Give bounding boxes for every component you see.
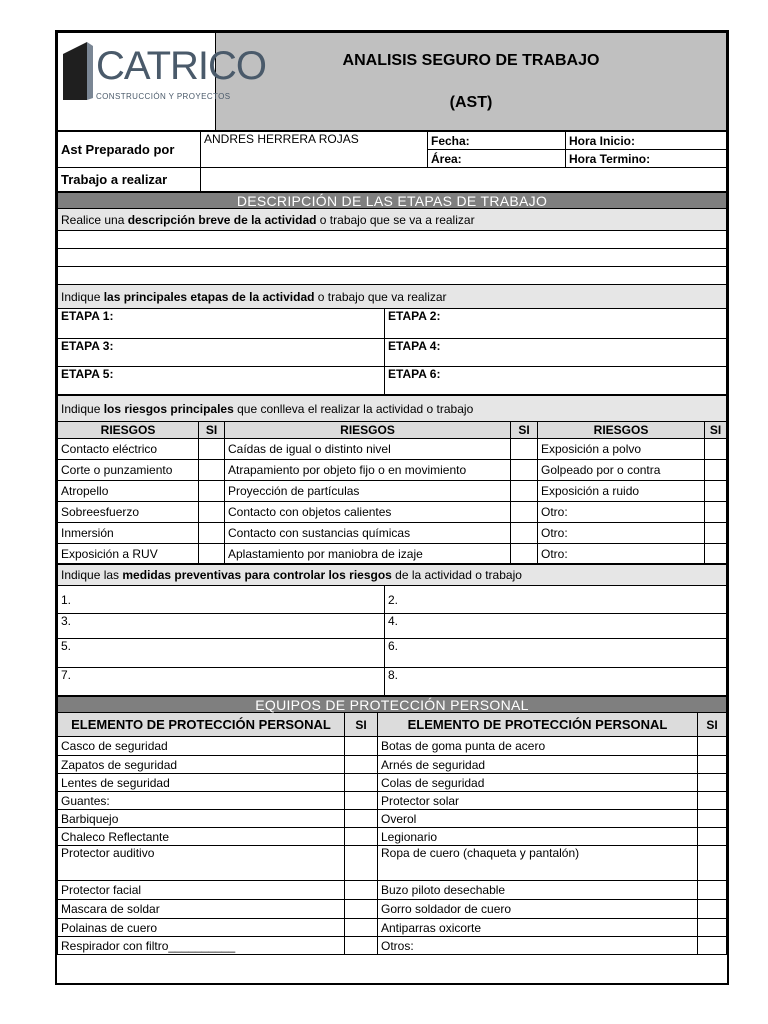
riesgo-si-checkbox[interactable] [705,439,727,460]
trabajo-label: Trabajo a realizar [58,168,201,192]
descripcion-line-3[interactable] [58,267,727,285]
logo-wordmark: CATRICO [96,43,267,88]
prepared-label: Ast Preparado por [58,132,201,168]
epp-row [58,846,727,881]
epp-si-checkbox[interactable] [698,774,727,792]
riesgo-item: Proyección de partículas [225,481,511,502]
descripcion-line-1[interactable] [58,231,727,249]
riesgo-item[interactable]: Otro: [538,544,705,564]
epp-item: Mascara de soldar [58,900,345,919]
riesgo-item: Contacto con sustancias químicas [225,523,511,544]
descripcion-band: DESCRIPCIÓN DE LAS ETAPAS DE TRABAJO [58,193,727,209]
epp-table [57,696,727,955]
epp-item[interactable]: Guantes: [58,792,345,810]
medidas-instruction: Indique las medidas preventivas para controlar los riesgos de la actividad o trabajo [58,565,727,586]
medida-field[interactable]: 8. [385,668,727,696]
si-col-header-1: SI [199,422,225,439]
epp-si-checkbox[interactable] [345,828,378,846]
epp-item: Antiparras oxicorte [378,919,698,937]
epp-si-checkbox[interactable] [698,792,727,810]
epp-si-checkbox[interactable] [345,756,378,774]
logo-tagline: CONSTRUCCIÓN Y PROYECTOS [96,91,231,101]
epp-si-checkbox[interactable] [698,846,727,881]
hora-termino-label[interactable]: Hora Termino: [566,150,727,168]
epp-col-header-1: ELEMENTO DE PROTECCIÓN PERSONAL [58,713,345,737]
etapa-1[interactable]: ETAPA 1: [58,309,385,339]
fecha-label[interactable]: Fecha: [428,132,566,150]
riesgo-item: Golpeado por o contra [538,460,705,481]
form-subtitle: (AST) [449,94,493,111]
medida-field[interactable]: 2. [385,586,727,614]
form-title: ANALISIS SEGURO DE TRABAJO [342,52,600,69]
riesgo-item: Exposición a RUV [58,544,199,564]
riesgo-item[interactable]: Otro: [538,502,705,523]
epp-item: Protector solar [378,792,698,810]
epp-si-checkbox[interactable] [345,900,378,919]
epp-item: Ropa de cuero (chaqueta y pantalón) [378,846,698,881]
riesgo-si-checkbox[interactable] [199,523,225,544]
epp-item: Casco de seguridad [58,737,345,756]
riesgos-col-header-3: RIESGOS [538,422,705,439]
epp-si-checkbox[interactable] [345,737,378,756]
epp-item: Overol [378,810,698,828]
epp-si-checkbox[interactable] [345,792,378,810]
riesgo-si-checkbox[interactable] [511,523,538,544]
epp-si-checkbox[interactable] [345,919,378,937]
epp-si-checkbox[interactable] [698,737,727,756]
riesgos-col-header-2: RIESGOS [225,422,511,439]
epp-row [58,756,727,774]
riesgo-si-checkbox[interactable] [511,439,538,460]
epp-item: Polainas de cuero [58,919,345,937]
prepared-value[interactable]: ANDRES HERRERA ROJAS [201,132,428,168]
hora-inicio-label[interactable]: Hora Inicio: [566,132,727,150]
riesgo-si-checkbox[interactable] [511,481,538,502]
riesgo-item[interactable]: Otro: [538,523,705,544]
riesgo-si-checkbox[interactable] [199,502,225,523]
epp-si-header-2: SI [698,713,727,737]
riesgo-si-checkbox[interactable] [705,460,727,481]
info-table [57,131,727,192]
epp-si-checkbox[interactable] [698,937,727,955]
riesgo-row [58,439,727,460]
epp-row [58,900,727,919]
si-col-header-2: SI [511,422,538,439]
epp-si-checkbox[interactable] [698,919,727,937]
logo-cell [58,33,267,131]
trabajo-field[interactable] [201,168,727,192]
riesgos-instruction: Indique los riesgos principales que conlleva el realizar la actividad o trabajo [58,396,727,422]
epp-item[interactable]: Otros: [378,937,698,955]
epp-item: Buzo piloto desechable [378,881,698,900]
epp-si-checkbox[interactable] [698,828,727,846]
riesgo-si-checkbox[interactable] [511,544,538,564]
riesgo-si-checkbox[interactable] [511,502,538,523]
riesgo-item: Corte o punzamiento [58,460,199,481]
area-label[interactable]: Área: [428,150,566,168]
riesgo-row [58,481,727,502]
epp-si-checkbox[interactable] [698,881,727,900]
epp-item: Lentes de seguridad [58,774,345,792]
epp-item: Zapatos de seguridad [58,756,345,774]
epp-item: Gorro soldador de cuero [378,900,698,919]
epp-item: Chaleco Reflectante [58,828,345,846]
medida-field[interactable]: 4. [385,614,727,639]
riesgo-item: Atropello [58,481,199,502]
epp-band: EQUIPOS DE PROTECCIÓN PERSONAL [58,697,727,713]
riesgo-item: Contacto eléctrico [58,439,199,460]
epp-row [58,828,727,846]
riesgo-si-checkbox[interactable] [705,502,727,523]
riesgo-si-checkbox[interactable] [511,460,538,481]
epp-si-checkbox[interactable] [698,900,727,919]
epp-si-checkbox[interactable] [345,846,378,881]
medidas-table [57,564,727,696]
etapa-4[interactable]: ETAPA 4: [385,339,727,367]
medida-field[interactable]: 6. [385,639,727,668]
ast-form [55,30,729,985]
riesgos-table [57,395,727,564]
etapas-instruction: Indique las principales etapas de la actividad o trabajo que va realizar [58,285,727,309]
riesgo-si-checkbox[interactable] [199,439,225,460]
epp-si-checkbox[interactable] [698,756,727,774]
riesgo-si-checkbox[interactable] [199,481,225,502]
title-cell [216,33,727,131]
header-table [57,32,727,131]
epp-item: Barbiquejo [58,810,345,828]
riesgo-item: Inmersión [58,523,199,544]
descripcion-instruction: Realice una descripción breve de la actividad o trabajo que se va a realizar [58,209,727,231]
riesgo-item: Contacto con objetos calientes [225,502,511,523]
riesgo-row [58,460,727,481]
epp-item: Botas de goma punta de acero [378,737,698,756]
riesgo-row [58,544,727,564]
epp-si-header-1: SI [345,713,378,737]
epp-item: Arnés de seguridad [378,756,698,774]
epp-row [58,774,727,792]
etapa-5[interactable]: ETAPA 5: [58,367,385,395]
epp-row [58,881,727,900]
epp-col-header-2: ELEMENTO DE PROTECCIÓN PERSONAL [378,713,698,737]
epp-item: Colas de seguridad [378,774,698,792]
medida-field[interactable]: 7. [58,668,385,696]
epp-row [58,919,727,937]
logo-mark-icon [61,40,95,102]
riesgo-item: Caídas de igual o distinto nivel [225,439,511,460]
riesgo-item: Exposición a polvo [538,439,705,460]
company-logo [58,34,267,130]
si-col-header-3: SI [705,422,727,439]
epp-row [58,737,727,756]
riesgos-col-header-1: RIESGOS [58,422,199,439]
epp-si-checkbox[interactable] [345,881,378,900]
riesgo-si-checkbox[interactable] [705,523,727,544]
epp-item: Protector facial [58,881,345,900]
epp-si-checkbox[interactable] [345,774,378,792]
medida-field[interactable]: 3. [58,614,385,639]
medida-field[interactable]: 5. [58,639,385,668]
riesgo-item: Atrapamiento por objeto fijo o en movimiento [225,460,511,481]
descripcion-table [57,192,727,395]
epp-si-checkbox[interactable] [345,937,378,955]
riesgo-si-checkbox[interactable] [199,544,225,564]
epp-row [58,810,727,828]
epp-item: Protector auditivo [58,846,345,881]
riesgo-si-checkbox[interactable] [705,481,727,502]
riesgo-si-checkbox[interactable] [705,544,727,564]
riesgo-row [58,502,727,523]
etapa-3[interactable]: ETAPA 3: [58,339,385,367]
riesgo-item: Sobreesfuerzo [58,502,199,523]
riesgo-si-checkbox[interactable] [199,460,225,481]
riesgo-row [58,523,727,544]
riesgo-item: Aplastamiento por maniobra de izaje [225,544,511,564]
riesgo-item: Exposición a ruido [538,481,705,502]
epp-item[interactable]: Respirador con filtro__________ [58,937,345,955]
epp-row [58,792,727,810]
medida-field[interactable]: 1. [58,586,385,614]
epp-si-checkbox[interactable] [698,810,727,828]
etapa-6[interactable]: ETAPA 6: [385,367,727,395]
epp-item: Legionario [378,828,698,846]
epp-row [58,937,727,955]
descripcion-line-2[interactable] [58,249,727,267]
epp-si-checkbox[interactable] [345,810,378,828]
etapa-2[interactable]: ETAPA 2: [385,309,727,339]
